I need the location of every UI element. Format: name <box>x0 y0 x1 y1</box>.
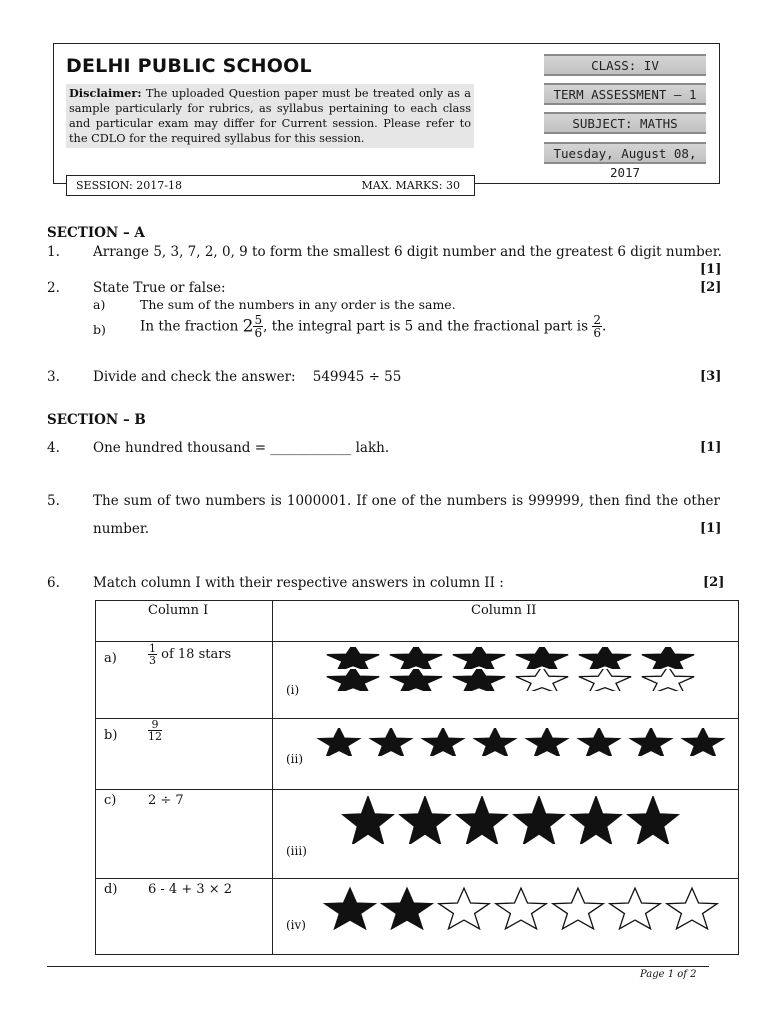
q2-number: 2. <box>47 280 60 296</box>
q5-line1: The sum of two numbers is 1000001. If one of the numbers is 999999, then find the other <box>93 493 720 509</box>
q2a-text: The sum of the numbers in any order is the same. <box>140 297 456 312</box>
filled-star-icon <box>450 669 508 691</box>
filled-star-icon <box>524 728 570 756</box>
q2b-text <box>140 314 606 339</box>
empty-star-icon <box>550 886 606 930</box>
q1-text: Arrange 5, 3, 7, 2, 0, 9 to form the smallest 6 digit number and the greatest 6 digit number. <box>93 244 722 260</box>
filled-star-shape <box>382 888 432 929</box>
row-b-numerator: 9 <box>148 719 162 731</box>
filled-star-icon <box>576 728 622 756</box>
q2b-fraction-2 <box>592 314 602 339</box>
row-b-denominator: 12 <box>148 730 162 743</box>
q3-number: 3. <box>47 369 60 385</box>
row-c-label: c) <box>104 793 117 808</box>
row-b-fraction <box>148 719 162 742</box>
column-i-header: Column I <box>148 603 209 618</box>
row-a-denominator: 3 <box>149 654 156 667</box>
filled-star-shape <box>631 728 672 756</box>
row-a-label: a) <box>104 651 117 666</box>
school-name: DELHI PUBLIC SCHOOL <box>66 55 312 77</box>
disclaimer-label: Disclaimer: <box>69 86 142 100</box>
filled-star-shape <box>343 796 393 844</box>
date-badge: Tuesday, August 08, 2017 <box>544 142 706 164</box>
filled-star-icon <box>513 647 571 669</box>
q2-marks: [2] <box>700 280 722 295</box>
section-a-title: SECTION – A <box>47 225 145 241</box>
q2b-label: b) <box>93 322 106 337</box>
session-text: SESSION: 2017-18 <box>76 179 182 192</box>
filled-star-shape <box>579 728 620 756</box>
filled-star-icon <box>387 669 445 691</box>
column-ii-header: Column II <box>471 603 537 618</box>
q2b-denominator: 6 <box>254 326 263 340</box>
stars-iv-row <box>322 886 720 930</box>
empty-star-shape <box>667 888 717 929</box>
q4-marks: [1] <box>700 440 722 455</box>
assessment-badge: TERM ASSESSMENT – 1 <box>544 83 706 105</box>
filled-star-icon <box>454 796 510 844</box>
q4-number: 4. <box>47 440 60 456</box>
empty-star-icon <box>639 669 697 691</box>
q2b-end: . <box>601 318 607 335</box>
empty-star-shape <box>553 888 603 929</box>
filled-star-icon <box>316 728 362 756</box>
row-divider <box>96 789 738 790</box>
row-divider <box>96 641 738 642</box>
q6-text: Match column I with their respective answers in column II : <box>93 575 504 591</box>
q2b-numerator: 5 <box>254 313 263 327</box>
filled-star-shape <box>327 669 379 691</box>
q5-number: 5. <box>47 493 60 509</box>
filled-star-icon <box>324 647 382 669</box>
filled-star-shape <box>453 647 505 669</box>
q2b-pre: In the fraction <box>140 318 239 335</box>
q1-marks: [1] <box>700 262 722 277</box>
row-ii-roman: (ii) <box>286 752 304 766</box>
empty-star-icon <box>664 886 720 930</box>
filled-star-icon <box>639 647 697 669</box>
filled-star-shape <box>514 796 564 844</box>
stars-i-bottom-row <box>324 669 697 691</box>
filled-star-icon <box>379 886 435 930</box>
empty-star-icon <box>493 886 549 930</box>
filled-star-icon <box>450 647 508 669</box>
filled-star-icon <box>397 796 453 844</box>
stars-iii-row <box>340 796 681 844</box>
empty-star-icon <box>436 886 492 930</box>
subject-badge: SUBJECT: MATHS <box>544 112 706 134</box>
filled-star-shape <box>683 728 724 756</box>
empty-star-icon <box>513 669 571 691</box>
filled-star-icon <box>628 728 674 756</box>
stars-i-top-row <box>324 647 697 669</box>
row-a-content <box>148 643 231 666</box>
filled-star-shape <box>327 647 379 669</box>
q1-number: 1. <box>47 244 60 260</box>
q6-marks: [2] <box>703 575 725 590</box>
filled-star-shape <box>400 796 450 844</box>
filled-star-shape <box>390 647 442 669</box>
row-divider <box>96 718 738 719</box>
row-b-label: b) <box>104 728 118 743</box>
page-number: Page 1 of 2 <box>640 969 697 980</box>
row-d-label: d) <box>104 882 118 897</box>
q2-text: State True or false: <box>93 280 226 296</box>
empty-star-shape <box>579 669 631 691</box>
filled-star-shape <box>527 728 568 756</box>
row-a-numerator: 1 <box>149 642 156 655</box>
empty-star-shape <box>516 669 568 691</box>
empty-star-shape <box>610 888 660 929</box>
row-a-fraction <box>148 643 157 666</box>
match-table <box>95 600 739 955</box>
q2b-numerator-2: 2 <box>593 313 601 327</box>
q2b-denominator-2: 6 <box>593 326 601 340</box>
empty-star-shape <box>439 888 489 929</box>
row-d-text: 6 - 4 + 3 × 2 <box>148 882 233 897</box>
filled-star-icon <box>511 796 567 844</box>
empty-star-shape <box>496 888 546 929</box>
q2b-fraction <box>253 314 263 339</box>
filled-star-shape <box>475 728 516 756</box>
filled-star-icon <box>387 647 445 669</box>
disclaimer-text: The uploaded Question paper must be treated only as a sample particularly for rubrics, as syllabus pertaining to each class and particular exam may differ for Current session. Please refer to the CDLO for the required syllabus for this session. <box>69 87 471 145</box>
filled-star-icon <box>322 886 378 930</box>
filled-star-icon <box>472 728 518 756</box>
q3-marks: [3] <box>700 369 722 384</box>
empty-star-icon <box>576 669 634 691</box>
q5-line2: number. <box>93 521 150 537</box>
row-i-roman: (i) <box>286 683 300 697</box>
section-b-title: SECTION – B <box>47 412 146 428</box>
q2a-label: a) <box>93 297 106 312</box>
q5-marks: [1] <box>700 521 722 536</box>
filled-star-icon <box>340 796 396 844</box>
filled-star-shape <box>579 647 631 669</box>
row-divider <box>96 878 738 879</box>
filled-star-icon <box>680 728 726 756</box>
empty-star-icon <box>607 886 663 930</box>
stars-ii-row <box>316 728 726 756</box>
q4-text: One hundred thousand = ____________ lakh. <box>93 440 390 456</box>
row-iii-roman: (iii) <box>286 844 307 858</box>
q6-number: 6. <box>47 575 60 591</box>
filled-star-shape <box>628 796 678 844</box>
q2b-whole: 2 <box>242 316 254 337</box>
filled-star-icon <box>420 728 466 756</box>
q3-text: Divide and check the answer: 549945 ÷ 55 <box>93 369 402 385</box>
filled-star-icon <box>324 669 382 691</box>
filled-star-shape <box>390 669 442 691</box>
row-c-text: 2 ÷ 7 <box>148 793 184 808</box>
filled-star-shape <box>325 888 375 929</box>
filled-star-icon <box>625 796 681 844</box>
filled-star-icon <box>576 647 634 669</box>
filled-star-shape <box>371 728 412 756</box>
filled-star-shape <box>423 728 464 756</box>
disclaimer <box>66 84 474 148</box>
empty-star-shape <box>642 669 694 691</box>
row-a-text: of 18 stars <box>161 647 232 662</box>
q2b-mid: , the integral part is 5 and the fractional part is <box>263 318 589 335</box>
session-bar <box>66 175 475 196</box>
filled-star-shape <box>571 796 621 844</box>
row-iv-roman: (iv) <box>286 918 306 932</box>
column-divider <box>272 601 273 954</box>
filled-star-shape <box>516 647 568 669</box>
max-marks-text: MAX. MARKS: 30 <box>361 179 460 192</box>
class-badge: CLASS: IV <box>544 54 706 76</box>
filled-star-shape <box>453 669 505 691</box>
filled-star-shape <box>642 647 694 669</box>
filled-star-shape <box>457 796 507 844</box>
footer-line <box>47 966 709 967</box>
filled-star-icon <box>568 796 624 844</box>
filled-star-icon <box>368 728 414 756</box>
filled-star-shape <box>319 728 360 756</box>
row-b-content <box>148 719 162 742</box>
